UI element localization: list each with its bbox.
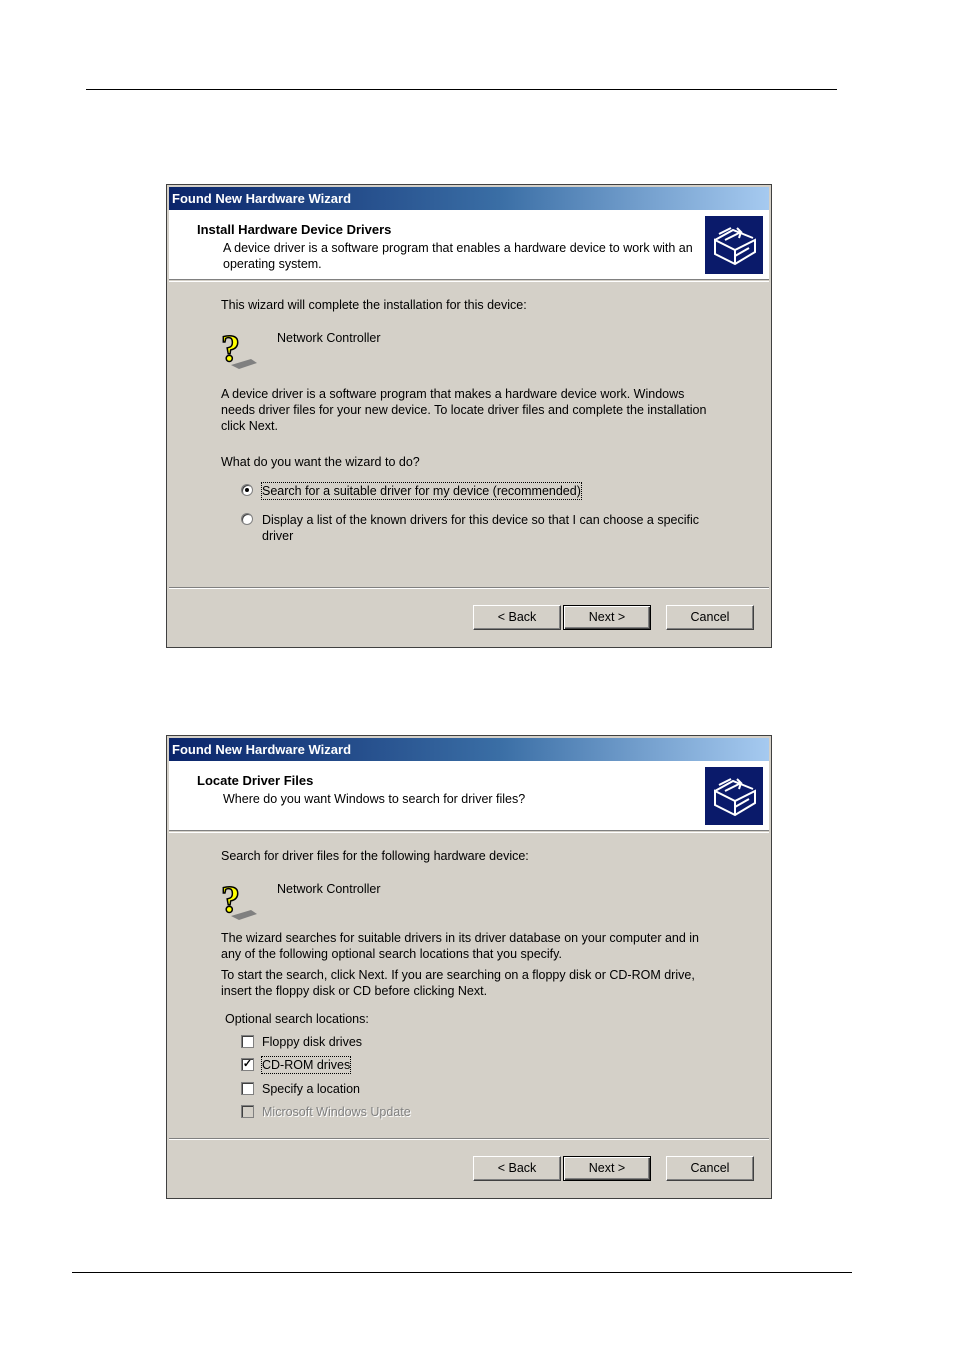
svg-text:?: ?	[221, 879, 240, 920]
intro-text: This wizard will complete the installation for this device:	[221, 298, 527, 312]
header-title: Install Hardware Device Drivers	[197, 222, 392, 237]
checkbox-label[interactable]: Specify a location	[262, 1082, 360, 1096]
unknown-device-icon	[217, 325, 261, 369]
option-label[interactable]: Display a list of the known drivers for this device so that I can choose a specific driver	[262, 513, 700, 543]
description-text: A device driver is a software program that makes a hardware device work. Windows needs driver files for your new device. To locate driver files and complete the installation click Next.	[221, 387, 707, 433]
hardware-wizard-icon	[705, 216, 763, 274]
checkbox-label: Microsoft Windows Update	[262, 1105, 411, 1119]
title-bar: Found New Hardware Wizard	[169, 187, 769, 210]
unknown-device-icon	[217, 876, 261, 920]
wizard-dialog-locate-driver	[166, 735, 772, 1199]
hardware-wizard-icon	[705, 767, 763, 825]
checkbox-windows-update	[241, 1104, 541, 1122]
question-text: What do you want the wizard to do?	[221, 455, 420, 469]
cancel-button[interactable]: Cancel	[666, 1156, 754, 1181]
checkbox[interactable]	[241, 1035, 254, 1048]
header-subtitle: Where do you want Windows to search for driver files?	[223, 792, 526, 806]
header-separator	[169, 832, 769, 833]
header-separator	[169, 281, 769, 282]
description-text-1: The wizard searches for suitable drivers in its driver database on your computer and in any of the following optional search locations that you specify.	[221, 931, 700, 961]
checkbox-label[interactable]: CD-ROM drives	[262, 1058, 351, 1072]
page-bottom-rule	[72, 1272, 852, 1273]
cancel-button[interactable]: Cancel	[666, 605, 754, 630]
optional-locations-label: Optional search locations:	[225, 1012, 369, 1026]
back-button[interactable]: < Back	[473, 605, 561, 630]
next-button[interactable]: Next >	[563, 1156, 651, 1181]
radio-button[interactable]	[241, 513, 253, 525]
wizard-header	[169, 761, 769, 831]
footer-separator	[169, 1138, 769, 1140]
checkbox-cdrom[interactable]	[241, 1057, 541, 1075]
checkbox-label[interactable]: Floppy disk drives	[262, 1035, 363, 1049]
device-name: Network Controller	[277, 882, 381, 896]
header-subtitle: A device driver is a software program that enables a hardware device to work with an operating system.	[223, 241, 693, 271]
footer-separator	[169, 587, 769, 589]
radio-button[interactable]	[241, 484, 253, 496]
header-title: Locate Driver Files	[197, 773, 314, 788]
title-bar: Found New Hardware Wizard	[169, 738, 769, 761]
next-button[interactable]: Next >	[563, 605, 651, 630]
device-name: Network Controller	[277, 331, 381, 345]
back-button[interactable]: < Back	[473, 1156, 561, 1181]
option-display-list[interactable]	[241, 512, 721, 546]
intro-text: Search for driver files for the following hardware device:	[221, 849, 529, 863]
description-text-2: To start the search, click Next. If you are searching on a floppy disk or CD-ROM drive, insert the floppy disk or CD before clicking Next.	[221, 968, 695, 998]
page-top-rule	[86, 89, 837, 90]
wizard-header	[169, 210, 769, 280]
svg-text:?: ?	[221, 328, 240, 369]
checkbox-floppy[interactable]	[241, 1034, 541, 1052]
option-label[interactable]: Search for a suitable driver for my device (recommended)	[262, 484, 581, 498]
checkbox[interactable]: ✓	[242, 1058, 253, 1070]
checkbox[interactable]	[241, 1082, 254, 1095]
checkbox-specify-location[interactable]	[241, 1081, 541, 1099]
wizard-dialog-install-drivers	[166, 184, 772, 648]
checkbox	[241, 1105, 254, 1118]
